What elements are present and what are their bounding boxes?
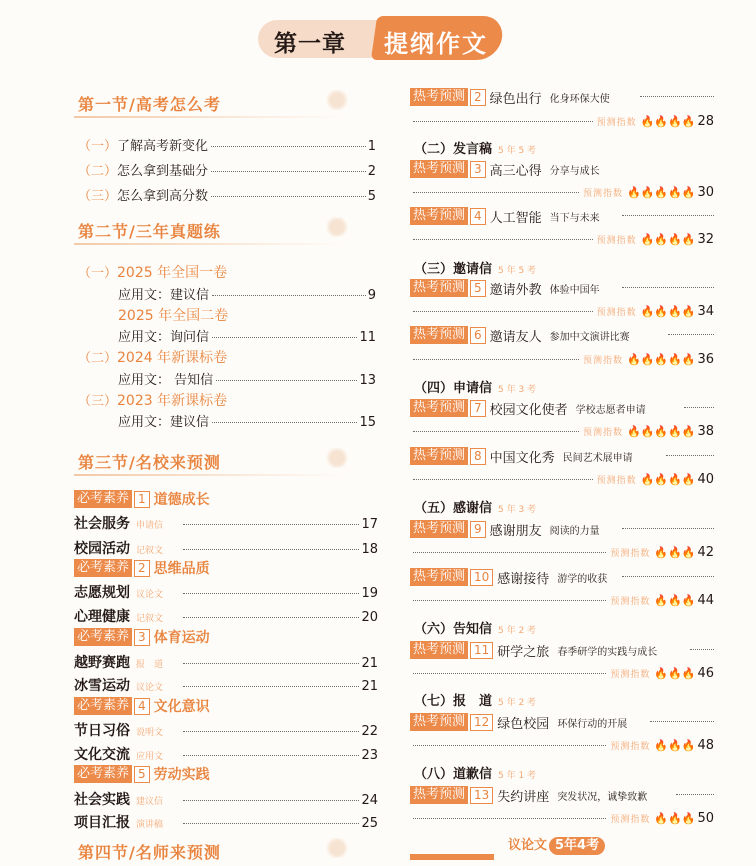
hot-prediction-badge[interactable] (410, 568, 607, 586)
toc-entry[interactable] (74, 675, 378, 695)
toc-entry[interactable] (78, 135, 376, 154)
topic-subtitle: 体验中国年 (549, 284, 600, 296)
badge-number: 5 (134, 766, 150, 783)
entry-title: 校园活动 (74, 541, 130, 557)
toc-entry[interactable] (78, 185, 376, 204)
leader-dots (413, 311, 593, 312)
section-decoration (324, 90, 350, 110)
badge-label: 热考预测 (410, 520, 468, 538)
category-heading (414, 690, 536, 709)
genre-tag: 记叙文 (136, 546, 164, 556)
entry-title: 冰雪运动 (74, 678, 130, 694)
badge-label: 必考素养 (74, 490, 132, 508)
page-number: 23 (361, 748, 378, 763)
leader-dots (668, 334, 714, 335)
exam-heading (78, 390, 227, 410)
section-title: 第一节/高考怎么考 (78, 95, 221, 114)
page-number: 40 (697, 472, 714, 487)
category-name: （六）告知信 (414, 622, 493, 637)
leader-dots (183, 731, 359, 732)
page-number: 38 (697, 424, 714, 439)
badge-label: 热考预测 (410, 641, 468, 659)
prediction-row (410, 811, 714, 826)
category-name: （四）申请信 (414, 381, 493, 396)
badge-number: 10 (470, 569, 493, 586)
prediction-index-label: 预测指数 (610, 670, 651, 680)
prediction-row (410, 114, 714, 129)
hot-prediction-badge[interactable] (410, 279, 600, 297)
leader-dots (183, 524, 359, 525)
literacy-badge (74, 559, 210, 577)
literacy-badge (74, 490, 210, 508)
flame-icon: 🔥🔥🔥🔥🔥 (626, 186, 696, 199)
topic-title: 感谢接待 (497, 571, 550, 587)
hot-prediction-badge[interactable] (410, 207, 600, 225)
topic-title: 绿色出行 (489, 91, 542, 107)
entry-number: （三） (78, 394, 118, 409)
category-name: （二）发言稿 (414, 142, 493, 157)
entry-title: 应用文：建议信 (118, 415, 210, 430)
page-number: 9 (367, 288, 376, 303)
exam-title: 2024 年新课标卷 (117, 350, 228, 366)
entry-number: （三） (78, 189, 118, 204)
category-heading (414, 497, 536, 516)
badge-label: 热考预测 (410, 207, 468, 225)
category-heading (414, 377, 536, 396)
badge-number: 6 (470, 327, 486, 344)
genre-section-count-badge: 5年4考 (549, 837, 605, 855)
genre-tag: 记叙文 (136, 614, 164, 624)
toc-entry[interactable] (74, 744, 378, 764)
prediction-index-label: 预测指数 (582, 428, 623, 438)
prediction-index-label: 预测指数 (596, 236, 637, 246)
hot-prediction-badge[interactable] (410, 520, 600, 538)
leader-dots (183, 823, 359, 824)
entry-title: 了解高考新变化 (117, 139, 209, 154)
entry-number: （一） (78, 266, 118, 281)
badge-label: 热考预测 (410, 326, 468, 344)
leader-dots (413, 600, 606, 601)
section-title: 第二节/三年真题练 (78, 222, 221, 241)
flame-icon: 🔥🔥🔥🔥 (640, 115, 696, 128)
exam-title: 2025 年全国一卷 (117, 265, 228, 281)
leader-dots (212, 422, 357, 423)
badge-number: 7 (470, 400, 486, 417)
page-number: 44 (697, 593, 714, 608)
entry-title: 社会服务 (74, 516, 130, 532)
page-number: 30 (697, 185, 714, 200)
page-number: 25 (361, 816, 378, 831)
hot-prediction-badge[interactable] (410, 326, 630, 344)
badge-label: 必考素养 (74, 697, 132, 715)
prediction-index-label: 预测指数 (610, 742, 651, 752)
leader-dots (690, 649, 714, 650)
leader-dots (183, 800, 359, 801)
badge-label: 热考预测 (410, 447, 468, 465)
category-count: 5 年 5 考 (498, 146, 537, 156)
badge-label: 热考预测 (410, 279, 468, 297)
topic-subtitle: 当下与未来 (549, 212, 600, 224)
chapter-header (258, 16, 502, 62)
section-heading-1 (74, 90, 346, 118)
leader-dots (413, 192, 579, 193)
section-title: 第四节/名师来预测 (78, 843, 221, 862)
topic-subtitle: 学校志愿者申请 (575, 404, 646, 416)
prediction-row (410, 352, 714, 367)
page-number: 48 (697, 738, 714, 753)
badge-number: 13 (470, 787, 493, 804)
flame-icon: 🔥🔥🔥 (654, 594, 696, 607)
section-underline (74, 474, 346, 476)
genre-tag: 应用文 (136, 752, 164, 762)
exam-title: 2023 年新课标卷 (117, 393, 228, 409)
toc-entry[interactable] (118, 369, 376, 388)
page-number: 15 (359, 415, 376, 430)
literacy-badge (74, 765, 210, 783)
flame-icon: 🔥🔥🔥🔥 (640, 473, 696, 486)
prediction-row (410, 593, 714, 608)
leader-dots (676, 794, 714, 795)
leader-dots (650, 721, 714, 722)
category-name: （三）邀请信 (414, 262, 493, 277)
badge-label: 热考预测 (410, 160, 468, 178)
hot-prediction-badge[interactable] (410, 786, 647, 804)
topic-subtitle: 春季研学的实践与成长 (557, 646, 658, 658)
prediction-index-label: 预测指数 (610, 549, 651, 559)
section-decoration (324, 838, 350, 858)
topic-subtitle: 化身环保大使 (549, 93, 610, 105)
page-number: 13 (359, 373, 376, 388)
prediction-row (410, 738, 714, 753)
flame-icon: 🔥🔥🔥🔥🔥 (626, 425, 696, 438)
category-name: （七）报 道 (414, 694, 493, 709)
toc-entry[interactable] (74, 652, 378, 672)
badge-label: 必考素养 (74, 559, 132, 577)
category-name: （五）感谢信 (414, 501, 493, 516)
topic-title: 人工智能 (489, 210, 542, 226)
leader-dots (211, 146, 366, 147)
hot-prediction-badge[interactable] (410, 160, 600, 178)
badge-label: 热考预测 (410, 88, 468, 106)
hot-prediction-badge[interactable] (410, 447, 633, 465)
section-underline (74, 243, 346, 245)
genre-tag: 申请信 (136, 521, 164, 531)
page-number: 32 (697, 232, 714, 247)
chapter-number: 第一章 (274, 31, 346, 57)
leader-dots (183, 663, 359, 664)
entry-title: 社会实践 (74, 792, 130, 808)
flame-icon: 🔥🔥🔥🔥🔥 (626, 353, 696, 366)
topic-subtitle: 阅读的力量 (549, 525, 600, 537)
page-number: 5 (367, 189, 376, 204)
leader-dots (666, 455, 714, 456)
genre-tag: 说明文 (136, 728, 164, 738)
hot-prediction-badge[interactable] (410, 713, 627, 731)
badge-number: 1 (134, 491, 150, 508)
badge-number: 4 (134, 698, 150, 715)
leader-dots (413, 431, 579, 432)
badge-number: 2 (134, 560, 150, 577)
genre-tag: 报 道 (136, 660, 164, 670)
exam-heading (78, 262, 227, 282)
prediction-row (410, 232, 714, 247)
leader-dots (183, 593, 359, 594)
genre-tag: 议论文 (136, 590, 164, 600)
entry-title: 文化交流 (74, 747, 130, 763)
leader-dots (622, 215, 714, 216)
flame-icon: 🔥🔥🔥 (654, 667, 696, 680)
literacy-badge (74, 697, 210, 715)
hot-prediction-badge[interactable] (410, 88, 610, 106)
toc-entry[interactable] (74, 789, 378, 809)
topic-subtitle: 环保行动的开展 (557, 718, 628, 730)
genre-tag: 演讲稿 (136, 820, 164, 830)
page-number: 2 (367, 164, 376, 179)
entry-title: 越野赛跑 (74, 655, 130, 671)
cutoff-badge (410, 854, 494, 860)
prediction-index-label: 预测指数 (596, 118, 637, 128)
leader-dots (413, 745, 606, 746)
page-number: 21 (361, 679, 378, 694)
flame-icon: 🔥🔥🔥 (654, 812, 696, 825)
exam-heading (78, 347, 227, 367)
badge-label: 必考素养 (74, 628, 132, 646)
prediction-index-label: 预测指数 (582, 356, 623, 366)
topic-title: 失约讲座 (497, 789, 550, 805)
toc-entry[interactable] (74, 538, 378, 558)
leader-dots (413, 673, 606, 674)
page-number: 21 (361, 656, 378, 671)
prediction-row (410, 424, 714, 439)
entry-title: 项目汇报 (74, 815, 130, 831)
leader-dots (183, 617, 359, 618)
badge-label: 热考预测 (410, 713, 468, 731)
badge-label: 热考预测 (410, 786, 468, 804)
flame-icon: 🔥🔥🔥 (654, 739, 696, 752)
badge-number: 8 (470, 448, 486, 465)
prediction-row (410, 545, 714, 560)
entry-title: 心理健康 (74, 609, 130, 625)
topic-title: 感谢朋友 (489, 523, 542, 539)
page-number: 28 (697, 114, 714, 129)
category-count: 5 年 2 考 (498, 626, 537, 636)
leader-dots (212, 295, 366, 296)
exam-heading (118, 305, 228, 325)
page-number: 19 (361, 586, 378, 601)
topic-title: 高三心得 (489, 163, 542, 179)
hot-prediction-badge[interactable] (410, 399, 646, 417)
badge-label: 热考预测 (410, 399, 468, 417)
leader-dots (640, 96, 714, 97)
badge-title: 体育运动 (153, 630, 210, 646)
leader-dots (183, 549, 359, 550)
toc-entry[interactable] (74, 582, 378, 602)
topic-title: 邀请外教 (489, 282, 542, 298)
prediction-index-label: 预测指数 (582, 189, 623, 199)
topic-subtitle: 分享与成长 (549, 165, 600, 177)
leader-dots (684, 407, 714, 408)
section-decoration (324, 217, 350, 237)
page-number: 36 (697, 352, 714, 367)
entry-title: 怎么拿到基础分 (117, 164, 209, 179)
category-count: 5 年 5 考 (498, 266, 537, 276)
toc-entry[interactable] (74, 812, 378, 832)
prediction-row (410, 472, 714, 487)
entry-title: 节日习俗 (74, 723, 130, 739)
leader-dots (622, 576, 714, 577)
topic-title: 校园文化使者 (489, 402, 568, 418)
leader-dots (216, 380, 357, 381)
toc-entry[interactable] (118, 326, 376, 345)
section-heading-4 (74, 838, 346, 866)
genre-section-title: 议论文 (508, 838, 548, 853)
prediction-index-label: 预测指数 (610, 597, 651, 607)
section-title: 第三节/名校来预测 (78, 453, 221, 472)
prediction-index-label: 预测指数 (610, 815, 651, 825)
chapter-title: 提纲作文 (384, 30, 488, 58)
category-count: 5 年 1 考 (498, 771, 537, 781)
page-number: 18 (361, 542, 378, 557)
entry-title: 志愿规划 (74, 585, 130, 601)
prediction-index-label: 预测指数 (596, 476, 637, 486)
badge-label: 必考素养 (74, 765, 132, 783)
badge-number: 4 (470, 208, 486, 225)
toc-entry[interactable] (78, 160, 376, 179)
entry-title: 应用文：询问信 (118, 330, 210, 345)
entry-title: 应用文： 告知信 (118, 373, 214, 388)
page-number: 46 (697, 666, 714, 681)
prediction-row (410, 666, 714, 681)
leader-dots (413, 359, 579, 360)
genre-section-heading (508, 834, 605, 855)
page-number: 50 (697, 811, 714, 826)
badge-number: 3 (470, 161, 486, 178)
topic-subtitle: 游学的收获 (557, 573, 608, 585)
flame-icon: 🔥🔥🔥🔥 (640, 233, 696, 246)
toc-entry[interactable] (74, 606, 378, 626)
category-heading (414, 618, 536, 637)
category-heading (414, 138, 536, 157)
leader-dots (183, 755, 359, 756)
flame-icon: 🔥🔥🔥 (654, 546, 696, 559)
section-heading-3 (74, 448, 346, 476)
page-number: 20 (361, 610, 378, 625)
topic-title: 邀请友人 (489, 329, 542, 345)
topic-subtitle: 民间艺术展申请 (562, 452, 633, 464)
page-number: 11 (359, 330, 376, 345)
toc-entry[interactable] (74, 513, 378, 533)
topic-subtitle: 参加中文演讲比赛 (549, 331, 630, 343)
leader-dots (622, 528, 714, 529)
prediction-row (410, 304, 714, 319)
page-number: 22 (361, 724, 378, 739)
page-number: 34 (697, 304, 714, 319)
topic-title: 绿色校园 (497, 716, 550, 732)
genre-tag: 议论文 (136, 683, 164, 693)
category-count: 5 年 3 考 (498, 385, 537, 395)
badge-number: 5 (470, 280, 486, 297)
category-count: 5 年 2 考 (498, 698, 537, 708)
badge-number: 3 (134, 629, 150, 646)
topic-title: 中国文化秀 (489, 450, 555, 466)
entry-title: 怎么拿到高分数 (117, 189, 209, 204)
hot-prediction-badge[interactable] (410, 641, 657, 659)
entry-title: 应用文：建议信 (118, 288, 210, 303)
leader-dots (183, 686, 359, 687)
badge-title: 道德成长 (153, 492, 210, 508)
badge-title: 文化意识 (153, 699, 210, 715)
entry-number: （二） (78, 164, 118, 179)
badge-title: 劳动实践 (153, 767, 210, 783)
badge-number: 11 (470, 642, 493, 659)
leader-dots (211, 196, 366, 197)
badge-label: 热考预测 (410, 568, 468, 586)
entry-number: （一） (78, 139, 118, 154)
category-heading (414, 763, 536, 782)
genre-tag: 建议信 (136, 797, 164, 807)
leader-dots (212, 337, 357, 338)
badge-number: 9 (470, 521, 486, 538)
page-number: 24 (361, 793, 378, 808)
leader-dots (211, 171, 366, 172)
section-decoration (324, 448, 350, 468)
leader-dots (413, 552, 606, 553)
prediction-index-label: 预测指数 (596, 308, 637, 318)
literacy-badge (74, 628, 210, 646)
section-heading-2 (74, 217, 346, 245)
category-count: 5 年 3 考 (498, 505, 537, 515)
badge-title: 思维品质 (153, 561, 210, 577)
leader-dots (413, 479, 593, 480)
section-underline (74, 116, 346, 118)
category-heading (414, 258, 536, 277)
badge-number: 2 (470, 89, 486, 106)
topic-subtitle: 突发状况，诚挚致歉 (557, 791, 648, 803)
leader-dots (622, 287, 714, 288)
topic-title: 研学之旅 (497, 644, 550, 660)
badge-number: 12 (470, 714, 493, 731)
category-name: （八）道歉信 (414, 767, 493, 782)
leader-dots (413, 818, 606, 819)
toc-entry[interactable] (118, 284, 376, 303)
page-number: 17 (361, 517, 378, 532)
page-number: 1 (367, 139, 376, 154)
toc-entry[interactable] (118, 411, 376, 430)
flame-icon: 🔥🔥🔥🔥 (640, 305, 696, 318)
entry-number: （二） (78, 351, 118, 366)
exam-title: 2025 年全国二卷 (118, 308, 229, 324)
toc-entry[interactable] (74, 720, 378, 740)
leader-dots (413, 239, 593, 240)
leader-dots (413, 121, 593, 122)
prediction-row (410, 185, 714, 200)
page-number: 42 (697, 545, 714, 560)
